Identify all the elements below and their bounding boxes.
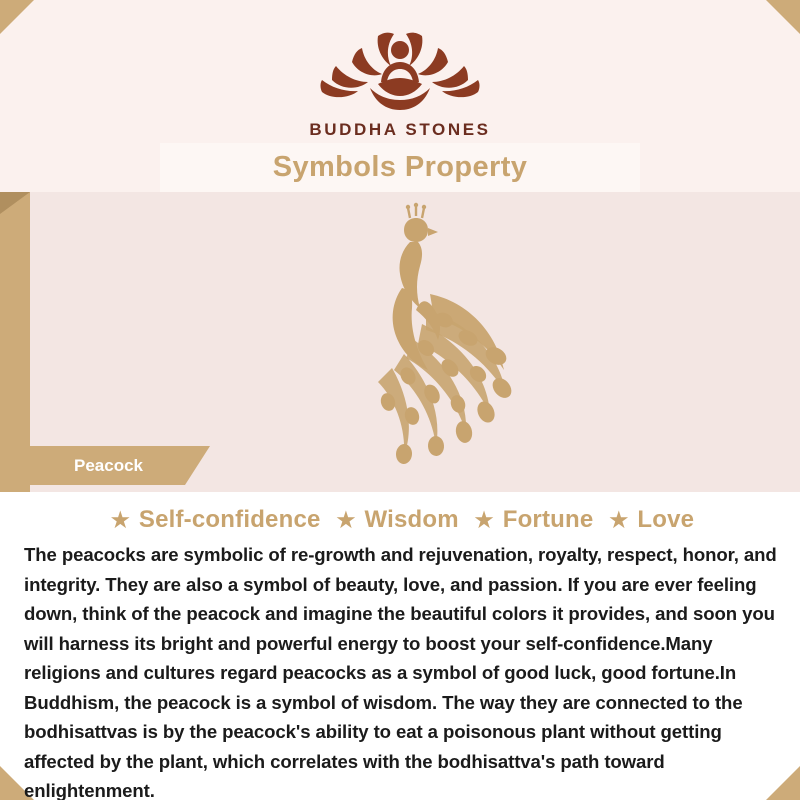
keyword-fortune: Fortune <box>502 506 594 533</box>
side-bar-notch-icon <box>0 192 30 214</box>
title-plate <box>160 143 640 192</box>
symbol-name-tag <box>30 446 185 485</box>
description-text: The peacocks are symbolic of re-growth and rejuvenation, royalty, respect, honor, and integrity. They are also a symbol of beauty, love, and passion. If you are ever feeling down, think of the peacock and imagine the beautiful colors it provides, and soon you will harness its bright and powerful energy to boost your self-confidence.Many religions and cultures regard peacocks as a symbol of good luck, good fortune.In Buddhism, the peacock is a symbol of wisdom. The way they are connected to the bodhisattvas is by the peacock's ability to eat a poisonous plant without getting affected by the plant, which correlates with the bodhisattva's path toward enlightenment. <box>24 544 777 800</box>
star-icon: ★ <box>110 509 130 532</box>
brand-logo <box>0 18 800 140</box>
lotus-meditation-logo-icon <box>300 18 500 118</box>
star-icon: ★ <box>474 509 494 532</box>
peacock-illustration <box>300 198 590 488</box>
side-bar-left <box>0 192 30 492</box>
keywords-row <box>0 506 800 534</box>
symbol-name-label: Peacock <box>74 455 143 475</box>
star-icon: ★ <box>336 509 356 532</box>
star-icon: ★ <box>609 509 629 532</box>
keyword-self-confidence: Self-confidence <box>138 506 321 533</box>
keyword-love: Love <box>637 506 695 533</box>
brand-name: BUDDHA STONES <box>309 120 491 139</box>
page-title: Symbols Property <box>272 151 528 183</box>
peacock-icon <box>300 198 590 488</box>
keyword-wisdom: Wisdom <box>364 506 459 533</box>
